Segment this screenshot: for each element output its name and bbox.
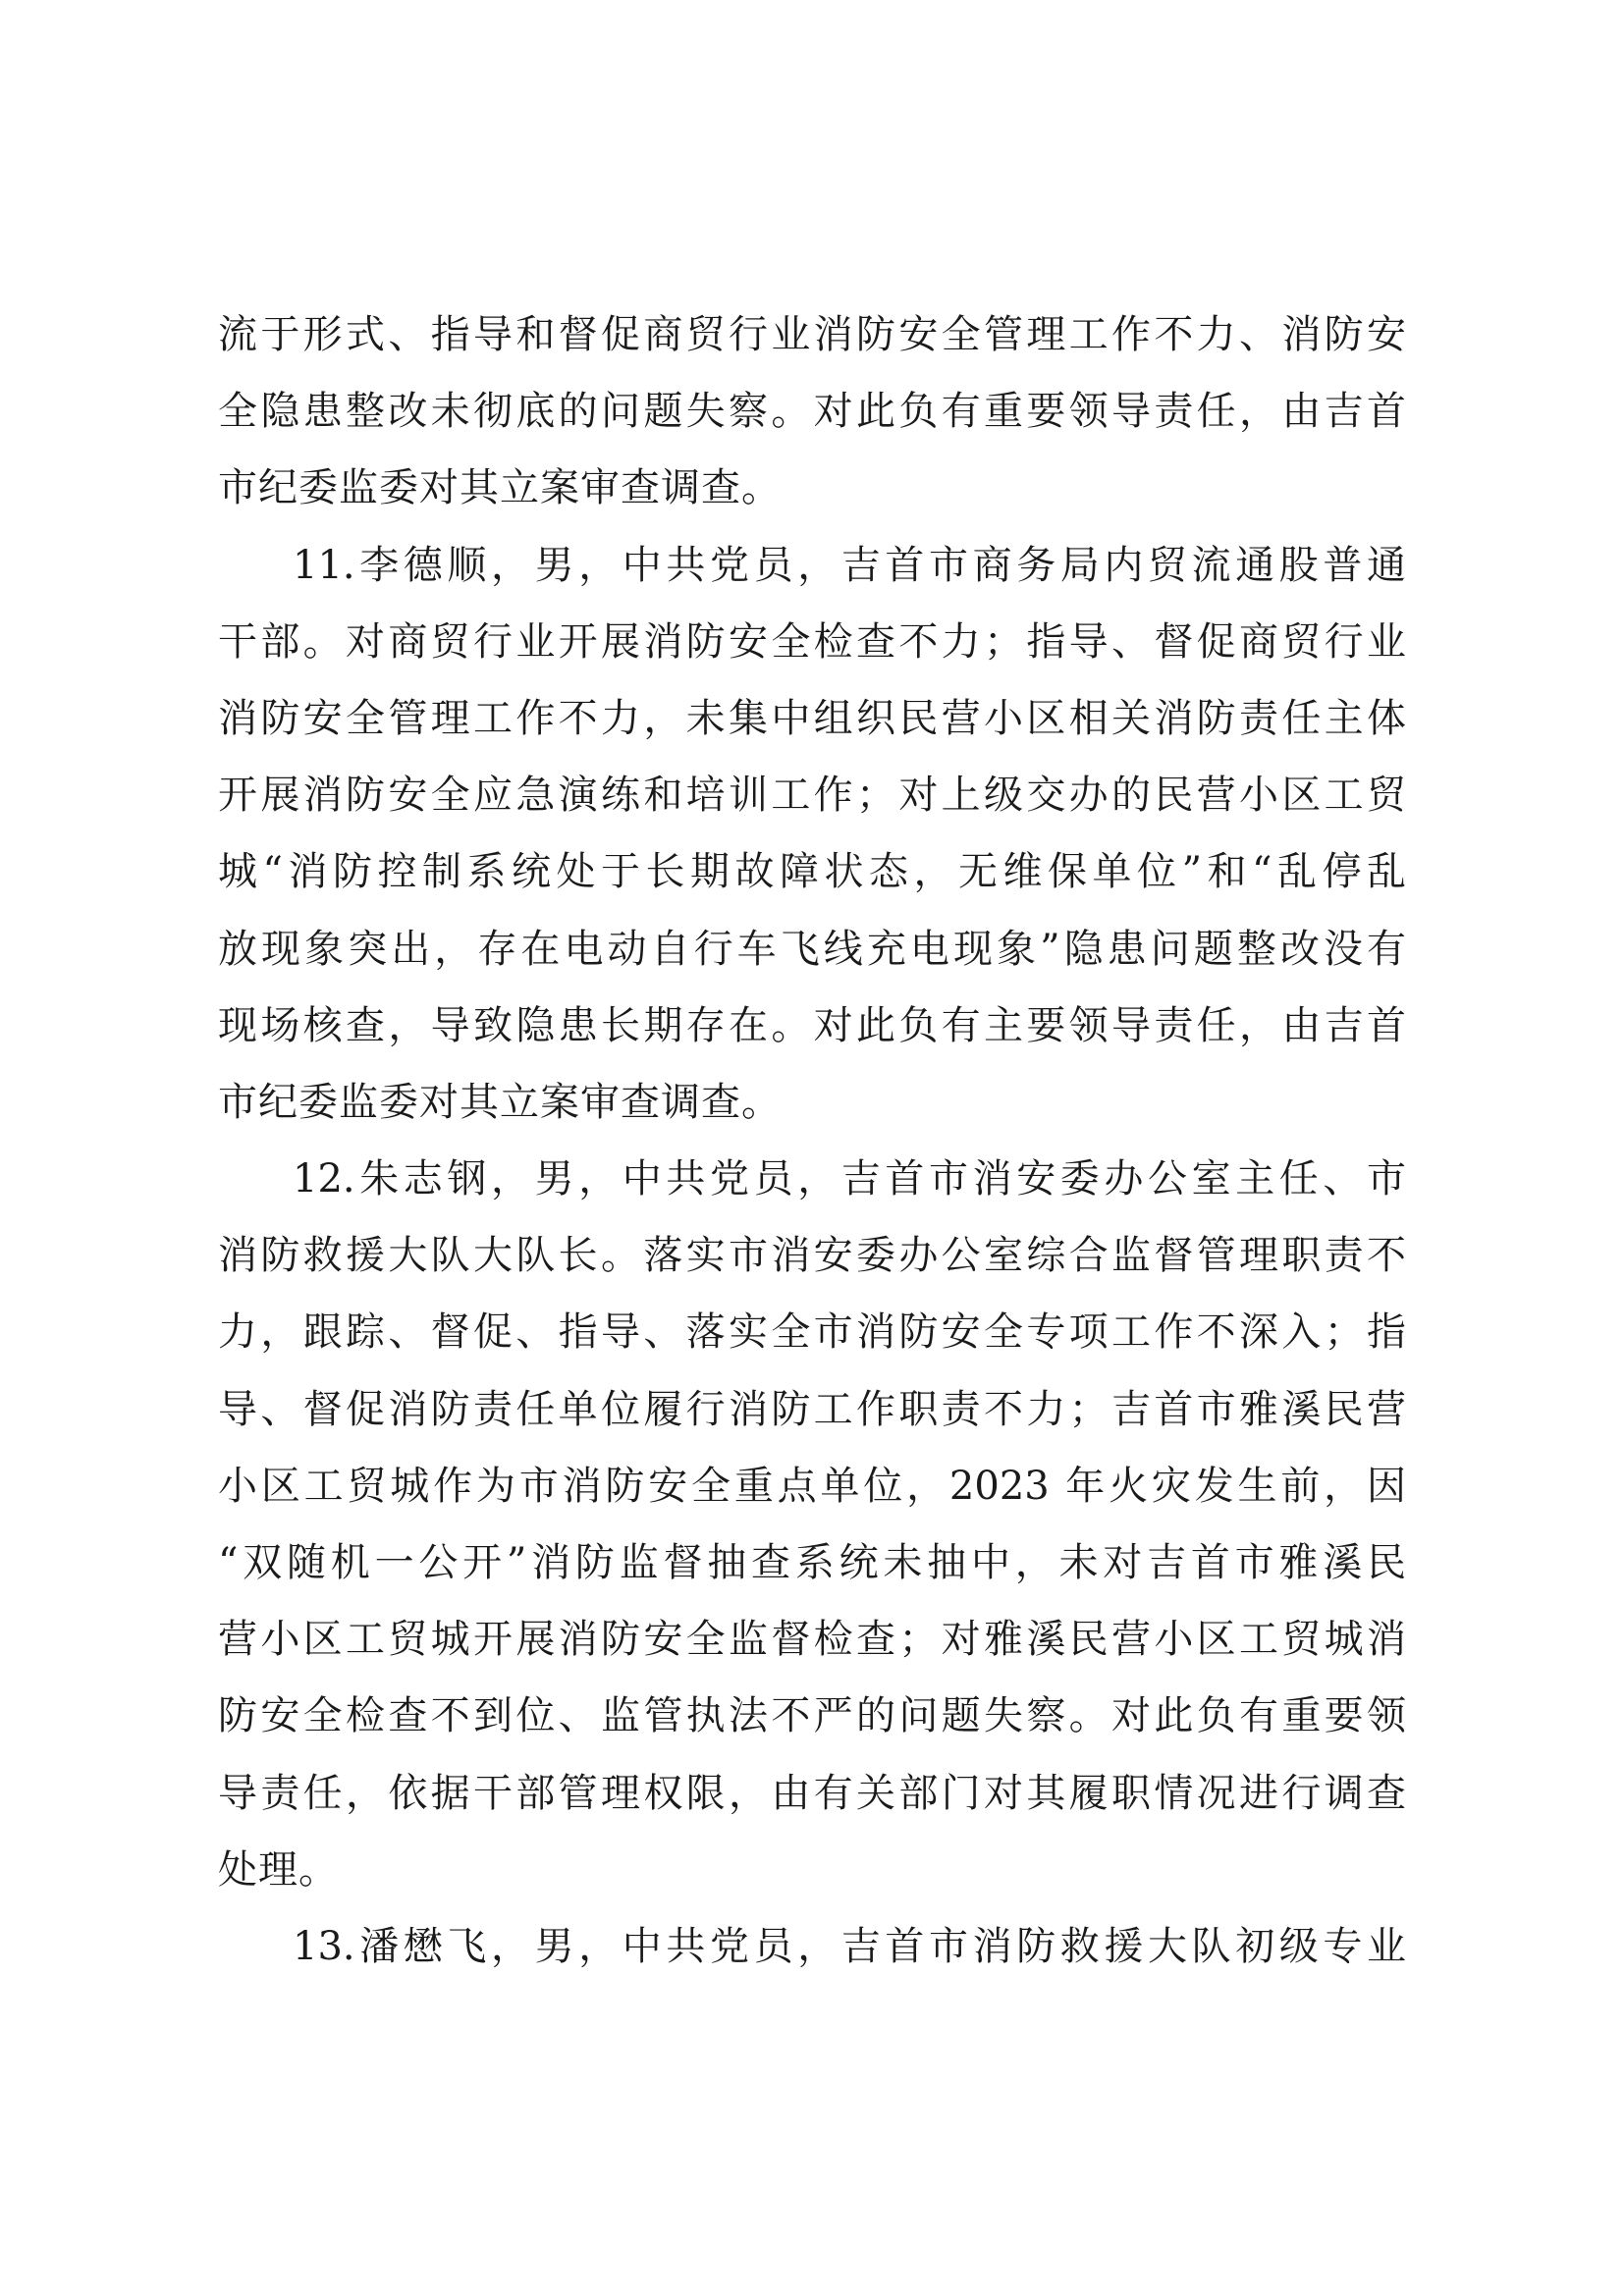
text-line: 市纪委监委对其立案审查调查。 [218,1079,782,1125]
text-line: “双随机一公开”消防监督抽查系统未抽中，未对吉首市雅溪民 [218,1540,1406,1585]
text-line: 市纪委监委对其立案审查调查。 [218,465,782,511]
text-line: 13.潘懋飞，男，中共党员，吉首市消防救援大队初级专业 [293,1923,1406,1969]
text-line: 消防安全管理工作不力，未集中组织民营小区相关消防责任主体 [218,695,1406,741]
text-line: 防安全检查不到位、监管执法不严的问题失察。对此负有重要领 [218,1693,1406,1739]
text-line: 流于形式、指导和督促商贸行业消防安全管理工作不力、消防安 [218,312,1406,357]
text-line: 营小区工贸城开展消防安全监督检查；对雅溪民营小区工贸城消 [218,1617,1406,1663]
text-line: 导责任，依据干部管理权限，由有关部门对其履职情况进行调查 [218,1770,1406,1816]
text-line: 现场核查，导致隐患长期存在。对此负有主要领导责任，由吉首 [218,1002,1406,1048]
text-line: 放现象突出，存在电动自行车飞线充电现象”隐患问题整改没有 [218,926,1406,972]
text-line: 城“消防控制系统处于长期故障状态，无维保单位”和“乱停乱 [218,849,1406,895]
text-line: 导、督促消防责任单位履行消防工作职责不力；吉首市雅溪民营 [218,1386,1406,1432]
text-line: 力，跟踪、督促、指导、落实全市消防安全专项工作不深入；指 [218,1309,1406,1356]
text-line: 全隐患整改未彻底的问题失察。对此负有重要领导责任，由吉首 [218,389,1406,435]
text-line: 消防救援大队大队长。落实市消安委办公室综合监督管理职责不 [218,1233,1406,1279]
document-body [218,296,1406,1985]
text-line: 12.朱志钢，男，中共党员，吉首市消安委办公室主任、市 [293,1156,1406,1202]
text-line: 干部。对商贸行业开展消防安全检查不力；指导、督促商贸行业 [218,618,1406,665]
text-line: 小区工贸城作为市消防安全重点单位，2023 年火灾发生前，因 [218,1463,1406,1509]
text-line: 处理。 [218,1846,339,1893]
text-line: 开展消防安全应急演练和培训工作；对上级交办的民营小区工贸 [218,773,1406,819]
text-line: 11.李德顺，男，中共党员，吉首市商务局内贸流通股普通 [293,542,1406,588]
